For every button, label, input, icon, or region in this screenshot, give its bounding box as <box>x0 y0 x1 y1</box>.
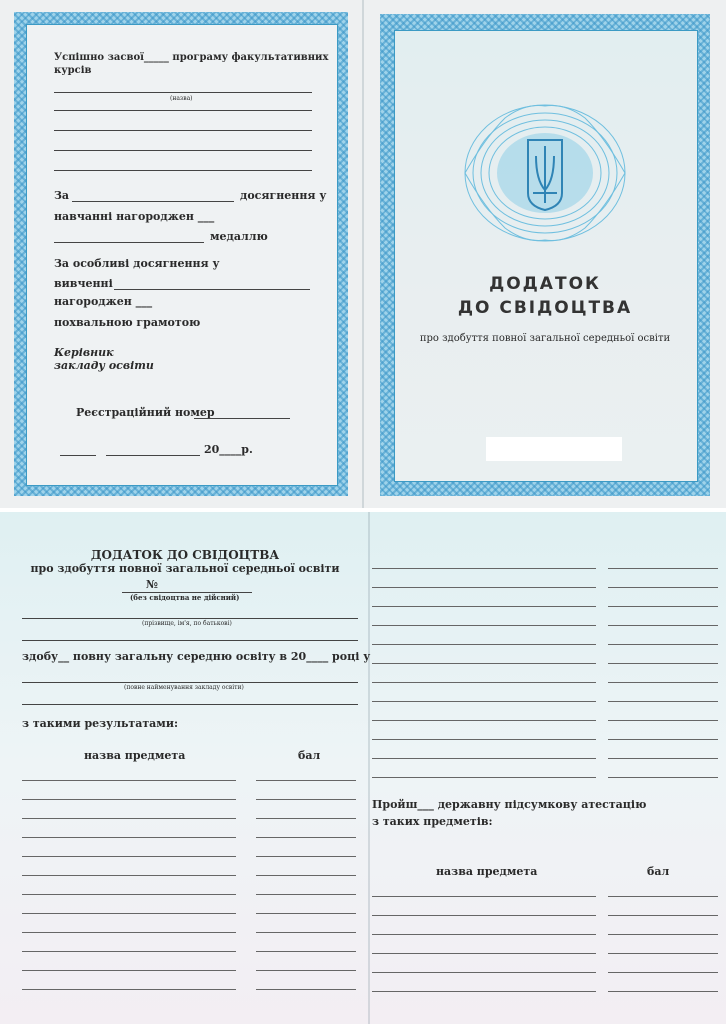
table-row-blank <box>22 875 236 876</box>
school-blank-2 <box>22 704 358 705</box>
attestation-col-subject: назва предмета <box>436 865 538 878</box>
table-score-blank <box>608 896 718 897</box>
table-score-blank <box>608 701 718 702</box>
table-row-blank <box>372 568 596 569</box>
certificate-outer-spread <box>0 0 726 508</box>
table-row-blank <box>372 972 596 973</box>
table-score-blank <box>256 913 356 914</box>
table-row-blank <box>372 606 596 607</box>
courses-blank-1 <box>54 92 312 93</box>
date-day-blank <box>60 455 96 456</box>
school-blank <box>22 682 358 683</box>
table-row-blank <box>372 663 596 664</box>
table-row-blank <box>372 682 596 683</box>
coat-of-arms-icon <box>460 98 630 248</box>
table-row-blank <box>22 799 236 800</box>
table-row-blank <box>22 837 236 838</box>
registration-label: Реєстраційний номер <box>76 406 215 419</box>
attestation-page <box>370 512 726 1024</box>
table-score-blank <box>608 777 718 778</box>
table-score-blank <box>608 934 718 935</box>
special-line: За особливі досягнення у <box>54 257 220 270</box>
courses-blank-3 <box>54 130 312 131</box>
table-score-blank <box>608 606 718 607</box>
date-month-blank <box>106 455 200 456</box>
name-blank-2 <box>22 640 358 641</box>
cover-subtitle: про здобуття повної загальної середньої освіти <box>419 333 671 344</box>
grades-col-subject: назва предмета <box>84 749 186 762</box>
table-row-blank <box>22 970 236 971</box>
table-score-blank <box>256 837 356 838</box>
table-row-blank <box>372 758 596 759</box>
certificate-inner-spread <box>0 512 726 1024</box>
table-score-blank <box>608 915 718 916</box>
table-row-blank <box>22 913 236 914</box>
table-score-blank <box>256 875 356 876</box>
table-row-blank <box>372 587 596 588</box>
cover-page <box>364 0 726 508</box>
table-row-blank <box>372 953 596 954</box>
awarded-line: навчанні нагороджен ___ <box>54 210 215 223</box>
table-score-blank <box>256 894 356 895</box>
table-row-blank <box>22 989 236 990</box>
table-row-blank <box>22 780 236 781</box>
courses-line-2: курсів <box>54 65 92 76</box>
table-score-blank <box>256 951 356 952</box>
courses-blank-2 <box>54 110 312 111</box>
table-row-blank <box>372 915 596 916</box>
table-score-blank <box>608 991 718 992</box>
table-score-blank <box>608 720 718 721</box>
table-row-blank <box>372 701 596 702</box>
name-caption: (прізвище, ім'я, по батькові) <box>142 620 232 627</box>
courses-blank-5 <box>54 170 312 171</box>
table-row-blank <box>372 720 596 721</box>
table-row-blank <box>372 625 596 626</box>
attestation-line-2: з таких предметів: <box>372 815 493 828</box>
table-score-blank <box>608 739 718 740</box>
table-score-blank <box>608 758 718 759</box>
table-row-blank <box>372 896 596 897</box>
courses-blank-4 <box>54 150 312 151</box>
obtained-line: здобу__ повну загальну середню освіту в 20____ році у <box>22 650 371 663</box>
table-score-blank <box>608 587 718 588</box>
table-score-blank <box>256 932 356 933</box>
invalid-caption: (без свідоцтва не дійсний) <box>130 593 240 602</box>
achievements-blank <box>72 201 234 202</box>
table-row-blank <box>372 739 596 740</box>
table-score-blank <box>608 625 718 626</box>
table-row-blank <box>22 818 236 819</box>
medal-suffix: медаллю <box>210 230 268 243</box>
grades-col-score: бал <box>298 749 321 762</box>
courses-name-caption: (назва) <box>170 95 193 102</box>
achievements-suffix: досягнення у <box>240 189 327 202</box>
study-blank <box>114 289 310 290</box>
table-score-blank <box>608 953 718 954</box>
results-label: з такими результатами: <box>22 717 179 730</box>
attestation-col-score: бал <box>647 865 670 878</box>
table-row-blank <box>22 932 236 933</box>
table-row-blank <box>372 644 596 645</box>
table-score-blank <box>256 970 356 971</box>
table-row-blank <box>22 856 236 857</box>
cover-title-1: ДОДАТОК <box>489 274 601 294</box>
table-row-blank <box>372 777 596 778</box>
number-sign: № <box>146 578 158 591</box>
table-score-blank <box>608 663 718 664</box>
name-blank <box>22 618 358 619</box>
attestation-line-1: Пройш___ державну підсумкову атестацію <box>372 798 647 811</box>
registration-blank <box>194 418 290 419</box>
grades-title: ДОДАТОК ДО СВІДОЦТВА <box>90 548 280 562</box>
table-score-blank <box>608 682 718 683</box>
table-score-blank <box>256 780 356 781</box>
head-title-2: закладу освіти <box>54 359 154 372</box>
awarded-line-2: нагороджен ___ <box>54 295 153 308</box>
school-caption: (повне найменування закладу освіти) <box>124 684 244 691</box>
table-score-blank <box>608 972 718 973</box>
medal-blank <box>54 242 204 243</box>
table-score-blank <box>256 799 356 800</box>
head-title-1: Керівник <box>54 346 114 359</box>
table-row-blank <box>22 951 236 952</box>
left-inner-page <box>0 0 362 508</box>
table-score-blank <box>608 644 718 645</box>
cover-title-2: ДО СВІДОЦТВА <box>457 298 633 318</box>
table-row-blank <box>372 934 596 935</box>
date-year: 20____р. <box>204 443 253 456</box>
table-score-blank <box>256 989 356 990</box>
table-row-blank <box>22 894 236 895</box>
table-score-blank <box>608 568 718 569</box>
grades-subtitle: про здобуття повної загальної середньої освіти <box>30 562 340 575</box>
grades-page <box>0 512 371 1024</box>
table-row-blank <box>372 991 596 992</box>
achievements-prefix: За <box>54 189 70 202</box>
study-line: вивченні <box>54 277 113 290</box>
certificate-line: похвальною грамотою <box>54 316 201 329</box>
courses-line: Успішно засвої_____ програму факультативних <box>54 52 329 63</box>
table-score-blank <box>256 856 356 857</box>
cover-serial-redaction <box>486 437 622 461</box>
table-score-blank <box>256 818 356 819</box>
